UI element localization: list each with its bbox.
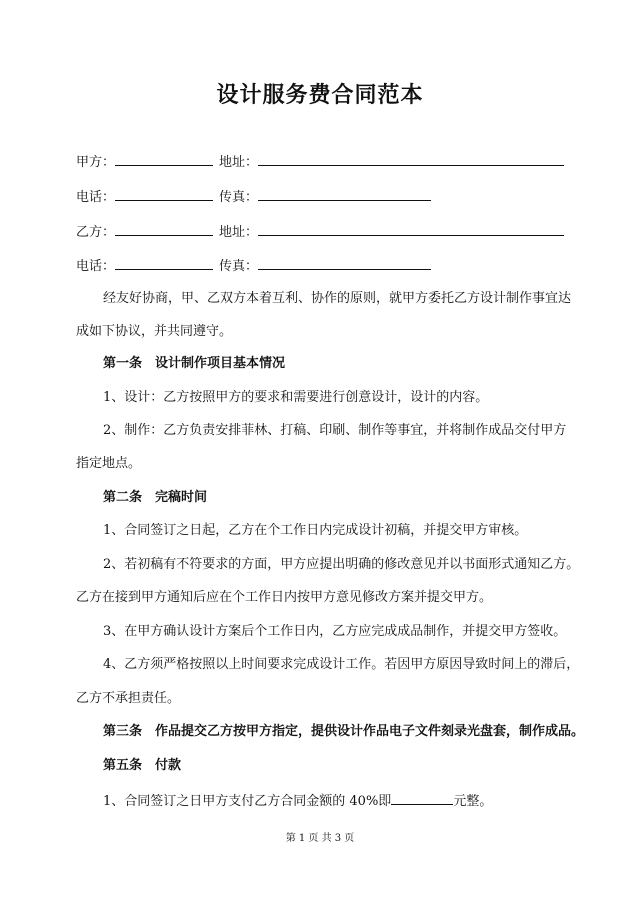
party-b-address-label: 地址：	[219, 225, 259, 240]
intro-line-2: 成如下协议，并共同遵守。	[76, 324, 233, 339]
party-b-fax-blank[interactable]	[258, 256, 431, 270]
party-a-contact-line	[76, 187, 431, 207]
party-a-fax-label: 传真：	[219, 190, 259, 205]
party-a-address-label: 地址：	[219, 155, 259, 170]
document-title: 设计服务费合同范本	[216, 83, 424, 108]
article-1-heading: 第一条 设计制作项目基本情况	[103, 356, 286, 371]
article-1-p1: 1、设计：乙方按照甲方的要求和需要进行创意设计，设计的内容。	[103, 390, 489, 405]
article-3-heading: 第三条 作品提交乙方按甲方指定，提供设计作品电子文件刻录光盘套，制作成品。	[103, 724, 585, 739]
party-b-address-blank[interactable]	[258, 222, 564, 236]
article-5-p1	[103, 791, 492, 811]
article-2-p3: 3、在甲方确认设计方案后个工作日内，乙方应完成成品制作，并提交甲方签收。	[103, 624, 567, 639]
party-b-label: 乙方：	[76, 225, 116, 240]
article-2-p2-line-1: 2、若初稿有不符要求的方面，甲方应提出明确的修改意见并以书面形式通知乙方。	[103, 557, 580, 572]
article-1-p2-line-1: 2、制作：乙方负责安排菲林、打稿、印刷、制作等事宜，并将制作成品交付甲方	[103, 423, 567, 438]
party-b-contact-line	[76, 256, 431, 276]
party-b-line	[76, 222, 564, 242]
article-2-p4-line-2: 乙方不承担责任。	[76, 691, 181, 706]
party-b-phone-label: 电话：	[76, 259, 116, 274]
article-2-p4-line-1: 4、乙方须严格按照以上时间要求完成设计工作。若因甲方原因导致时间上的滞后，	[103, 657, 580, 672]
party-a-phone-label: 电话：	[76, 190, 116, 205]
article-2-p1: 1、合同签订之日起，乙方在个工作日内完成设计初稿，并提交甲方审核。	[103, 523, 528, 538]
article-2-p2-line-2: 乙方在接到甲方通知后应在个工作日内按甲方意见修改方案并提交甲方。	[76, 590, 493, 605]
article-1-p2-line-2: 指定地点。	[76, 456, 142, 471]
article-5-p1-text: 1、合同签订之日甲方支付乙方合同金额的 40%即	[103, 794, 392, 809]
party-a-line	[76, 152, 564, 172]
intro-line-1: 经友好协商，甲、乙双方本着互利、协作的原则，就甲方委托乙方设计制作事宜达	[103, 291, 572, 306]
party-a-address-blank[interactable]	[258, 152, 564, 166]
page-footer: 第 1 页 共 3 页	[285, 833, 355, 844]
party-a-fax-blank[interactable]	[258, 187, 431, 201]
party-a-phone-blank[interactable]	[115, 187, 213, 201]
article-5-p1-suffix: 元整。	[453, 794, 493, 809]
party-a-name-blank[interactable]	[115, 152, 213, 166]
party-a-label: 甲方：	[76, 155, 116, 170]
party-b-phone-blank[interactable]	[115, 256, 213, 270]
article-2-heading: 第二条 完稿时间	[103, 490, 208, 505]
article-5-heading: 第五条 付款	[103, 758, 182, 773]
party-b-name-blank[interactable]	[115, 222, 213, 236]
party-b-fax-label: 传真：	[219, 259, 259, 274]
payment-amount-blank[interactable]	[391, 791, 453, 805]
